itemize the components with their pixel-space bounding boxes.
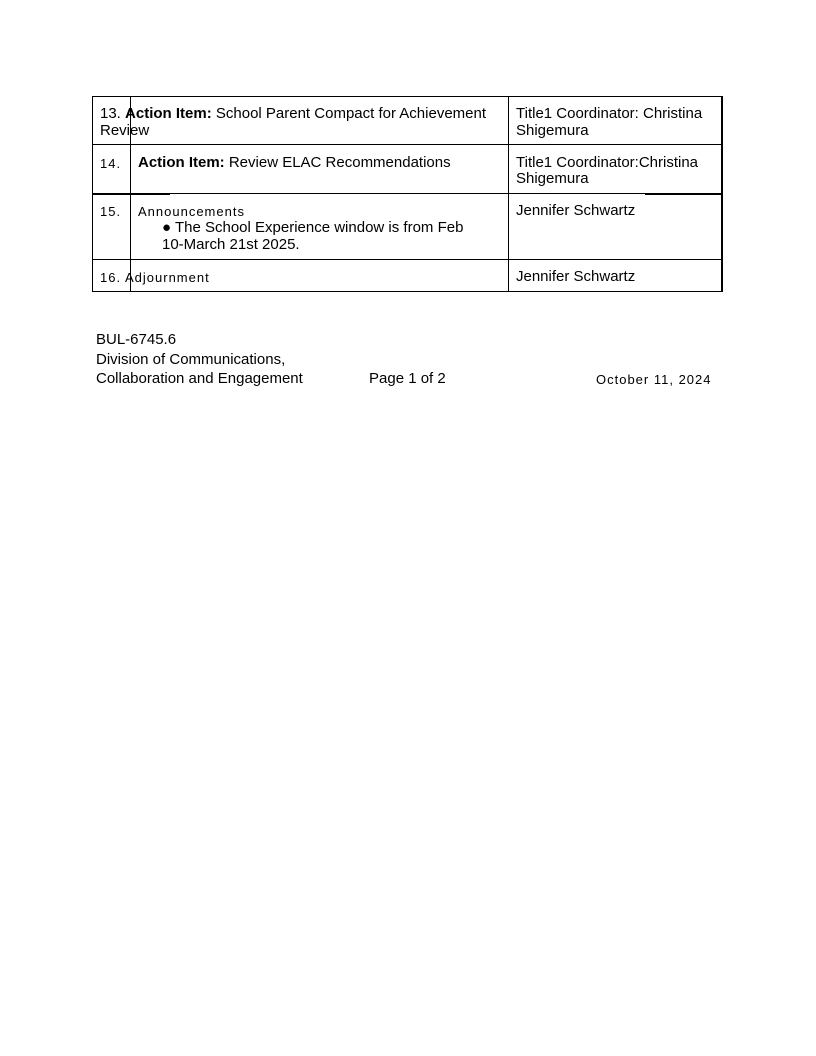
presenter-continued: Shigemura [516, 170, 589, 187]
item-text: Review ELAC Recommendations [228, 154, 451, 171]
row-divider-accent [92, 193, 170, 195]
row-divider [92, 259, 723, 260]
item-text: School Parent Compact for Achievement [215, 105, 487, 122]
bullet-icon: ● [162, 219, 172, 236]
bullet-text-continued: 10-March 21st 2025. [162, 236, 300, 253]
column-divider-presenter [508, 96, 509, 292]
agenda-row-13 [100, 105, 486, 122]
row-divider [92, 193, 723, 194]
division-name: Division of Communications, [96, 351, 286, 368]
item-number: 14. [100, 156, 122, 171]
presenter: Title1 Coordinator:Christina [516, 154, 699, 171]
announcements-heading: Announcements [138, 204, 245, 219]
presenter: Jennifer Schwartz [516, 268, 636, 285]
presenter-continued: Shigemura [516, 122, 589, 139]
presenter: Jennifer Schwartz [516, 202, 636, 219]
item-number: 13. [100, 105, 121, 122]
action-item-label: Action Item: [125, 105, 212, 122]
action-item-label: Action Item: [138, 154, 225, 171]
page-number: Page 1 of 2 [369, 370, 446, 387]
footer-date: October 11, 2024 [596, 372, 712, 387]
row-divider [92, 144, 723, 145]
row-divider-accent [645, 193, 723, 195]
bullet-text: The School Experience window is from Feb [174, 219, 464, 236]
announcement-bullet [162, 219, 463, 236]
item-number: 15. [100, 204, 122, 219]
adjournment-heading: Adjournment [124, 270, 210, 285]
presenter: Title1 Coordinator: Christina [516, 105, 703, 122]
table-border-top [92, 96, 723, 97]
table-border-bottom [92, 291, 723, 292]
division-name-continued: Collaboration and Engagement [96, 370, 303, 387]
agenda-table [92, 96, 723, 292]
agenda-row-14 [138, 154, 451, 171]
agenda-row-16 [100, 269, 210, 286]
item-number: 16. [100, 270, 122, 285]
bulletin-number: BUL-6745.6 [96, 331, 177, 348]
item-text-continued: Review [100, 122, 150, 139]
